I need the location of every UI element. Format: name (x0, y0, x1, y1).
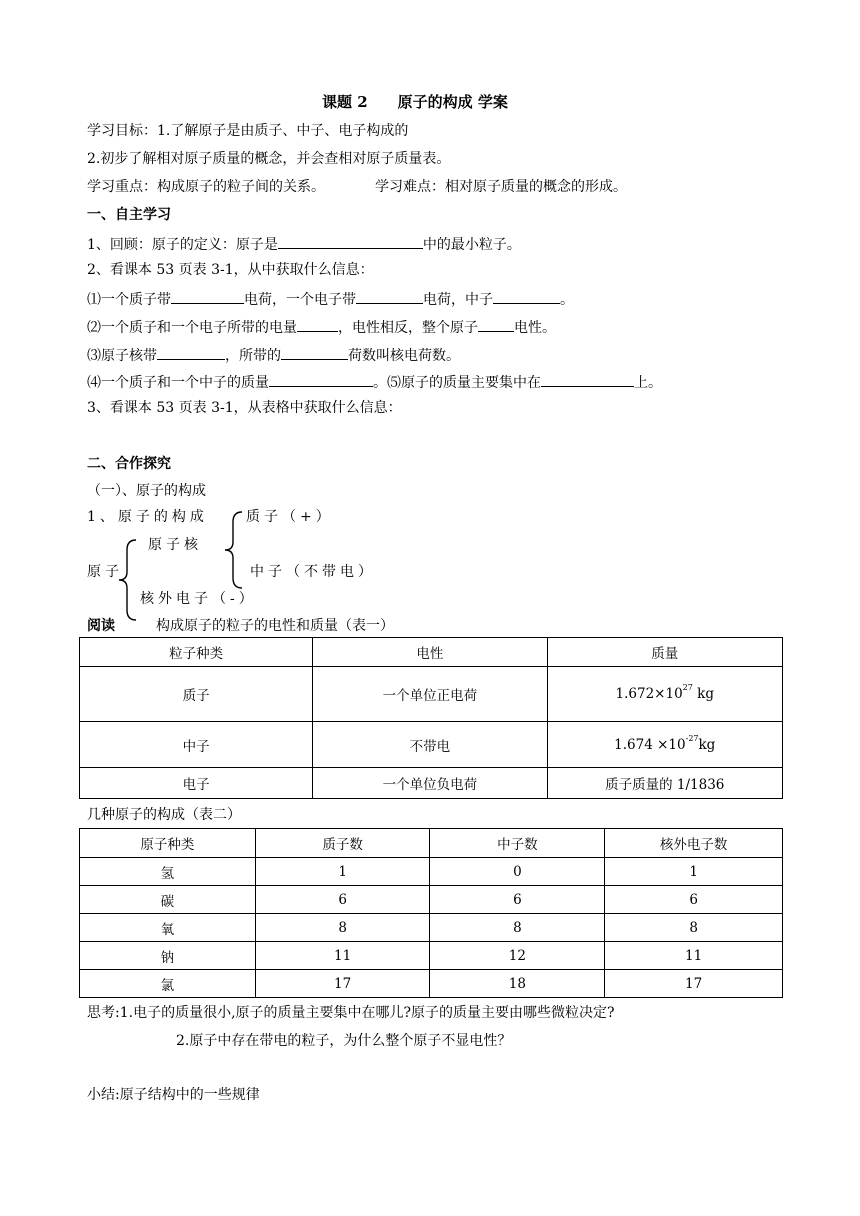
q2-4-text-c: 上。 (634, 375, 662, 391)
table-cell: 17 (605, 970, 783, 998)
think-question-2: 2.原子中存在带电的粒子，为什么整个原子不显电性？ (176, 1033, 512, 1049)
table-row (80, 722, 783, 768)
question-1-suffix: 中的最小粒子。 (422, 237, 521, 253)
q2-2-text-c: 电性。 (514, 320, 556, 336)
q2-2-text-b: ，电性相反，整个原子 (338, 320, 478, 336)
q2-1-text-b: 电荷，一个电子带 (244, 292, 356, 308)
table-cell: 6 (605, 886, 783, 914)
answer-blank[interactable] (297, 317, 338, 332)
diagram-nucleus: 原子核 (148, 537, 202, 553)
table-cell: 一个单位负电荷 (313, 768, 547, 799)
table-cell: 18 (430, 970, 605, 998)
section-self-study: 一、自主学习 (87, 207, 171, 223)
table-row (80, 970, 783, 998)
table-cell (547, 667, 783, 722)
table-cell: 氢 (80, 858, 256, 886)
answer-blank[interactable] (278, 234, 423, 249)
nucleus-brace-icon (222, 510, 244, 590)
mass-unit: kg (692, 686, 714, 702)
subsection-atom-structure: （一）、原子的构成 (87, 483, 206, 499)
difficult-point: 学习难点：相对原子质量的概念的形成。 (375, 179, 627, 195)
diagram-heading: 1、原子的构成 (87, 509, 208, 525)
q2-1-text-a: ⑴一个质子带 (87, 292, 171, 308)
table-header-cell: 质量 (547, 638, 783, 667)
question-2-3 (87, 345, 460, 365)
table-cell: 电子 (80, 768, 313, 799)
answer-blank[interactable] (356, 289, 423, 304)
question-1 (87, 234, 521, 254)
table-cell: 6 (255, 886, 430, 914)
answer-blank[interactable] (171, 289, 244, 304)
answer-blank[interactable] (541, 372, 634, 387)
table-row (80, 667, 783, 722)
table-cell: 质子 (80, 667, 313, 722)
mass-base: 1.674 ×10 (614, 736, 686, 753)
mass-base: 1.672×10 (615, 686, 683, 702)
particle-properties-table (79, 637, 783, 799)
table-header-cell: 中子数 (430, 829, 605, 858)
table-header-row (80, 829, 783, 858)
table-header-cell: 电性 (313, 638, 547, 667)
key-point: 学习重点：构成原子的粒子间的关系。 (87, 179, 325, 195)
table-cell: 不带电 (313, 722, 547, 768)
table-cell: 氯 (80, 970, 256, 998)
table-cell: 碳 (80, 886, 256, 914)
table-header-cell: 核外电子数 (605, 829, 783, 858)
answer-blank[interactable] (269, 372, 373, 387)
table-cell: 11 (605, 942, 783, 970)
question-2-1 (87, 289, 574, 309)
mass-exponent: 27 (682, 683, 693, 692)
table-row (80, 886, 783, 914)
learning-goal-2: 2.初步了解相对原子质量的概念，并会查相对原子质量表。 (87, 151, 451, 167)
diagram-atom: 原子 (87, 564, 123, 580)
learning-goal-1: 学习目标：1.了解原子是由质子、中子、电子构成的 (87, 123, 409, 139)
answer-blank[interactable] (493, 289, 560, 304)
table-cell: 8 (255, 914, 430, 942)
table-header-cell: 原子种类 (80, 829, 256, 858)
table-cell: 17 (255, 970, 430, 998)
diagram-electron: 核外电子（-） (140, 591, 257, 607)
table-header-row (80, 638, 783, 667)
table-row (80, 914, 783, 942)
table-cell: 氧 (80, 914, 256, 942)
q2-3-text-c: 荷数叫核电荷数。 (348, 348, 460, 364)
page-title: 课题 2 原子的构成 学案 (322, 93, 508, 111)
table-cell: 0 (430, 858, 605, 886)
question-3: 3、看课本 53 页表 3-1，从表格中获取什么信息： (87, 400, 402, 416)
table-row (80, 858, 783, 886)
question-1-prefix: 1、回顾：原子的定义：原子是 (87, 237, 278, 253)
q2-3-text-a: ⑶原子核带 (87, 348, 157, 364)
mass-unit: kg (698, 736, 716, 753)
table2-caption: 几种原子的构成（表二） (87, 807, 241, 823)
table-cell: 12 (430, 942, 605, 970)
mass-exponent: -27 (685, 733, 699, 743)
diagram-neutron: 中子（不带电） (250, 564, 376, 580)
q2-4-text-a: ⑷一个质子和一个中子的质量 (87, 375, 269, 391)
table-cell: 8 (430, 914, 605, 942)
table1-caption: 构成原子的粒子的电性和质量（表一） (156, 618, 394, 634)
q2-1-text-d: 。 (560, 292, 574, 308)
q2-4-text-b: 。⑸原子的质量主要集中在 (373, 375, 541, 391)
table-cell: 1 (605, 858, 783, 886)
table-row (80, 942, 783, 970)
answer-blank[interactable] (157, 345, 225, 360)
section-cooperative-inquiry: 二、合作探究 (87, 456, 171, 472)
q2-2-text-a: ⑵一个质子和一个电子所带的电量 (87, 320, 297, 336)
table-cell (547, 722, 783, 768)
q2-3-text-b: ，所带的 (225, 348, 281, 364)
think-question-1: 思考:1.电子的质量很小,原子的质量主要集中在哪儿?原子的质量主要由哪些微粒决定? (87, 1005, 615, 1021)
atom-brace-icon (116, 538, 138, 622)
table-cell: 1 (255, 858, 430, 886)
summary: 小结:原子结构中的一些规律 (87, 1087, 260, 1103)
table-cell: 8 (605, 914, 783, 942)
answer-blank[interactable] (281, 345, 348, 360)
table-header-cell: 粒子种类 (80, 638, 313, 667)
table-header-cell: 质子数 (255, 829, 430, 858)
question-2-2 (87, 317, 556, 337)
reading-label: 阅读 (87, 618, 115, 634)
diagram-proton: 质子（+） (246, 509, 334, 525)
table-cell: 一个单位正电荷 (313, 667, 547, 722)
table-cell: 钠 (80, 942, 256, 970)
table-cell: 中子 (80, 722, 313, 768)
q2-1-text-c: 电荷，中子 (423, 292, 493, 308)
question-2-4 (87, 372, 662, 392)
question-2: 2、看课本 53 页表 3-1，从中获取什么信息： (87, 262, 374, 278)
table-row (80, 768, 783, 799)
table-cell: 6 (430, 886, 605, 914)
answer-blank[interactable] (478, 317, 514, 332)
table-cell: 质子质量的 1/1836 (547, 768, 783, 799)
atom-composition-table (79, 828, 783, 998)
table-cell: 11 (255, 942, 430, 970)
